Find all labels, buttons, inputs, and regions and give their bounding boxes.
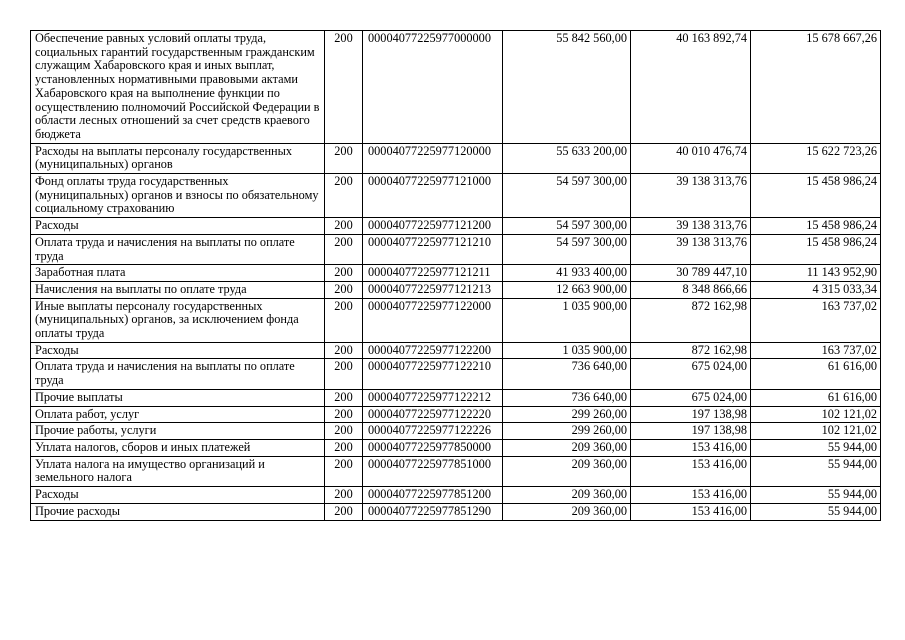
row-approved-amount: 209 360,00 [503, 456, 631, 486]
row-line-code: 200 [325, 423, 363, 440]
row-executed-amount: 153 416,00 [631, 456, 751, 486]
row-line-code: 200 [325, 281, 363, 298]
table-body [31, 31, 881, 521]
table-row [31, 234, 881, 264]
row-name: Фонд оплаты труда государственных (муниципальных) органов и взносы по обязательному социальному страхованию [31, 174, 325, 218]
row-line-code: 200 [325, 406, 363, 423]
row-name: Уплата налогов, сборов и иных платежей [31, 439, 325, 456]
row-budget-code: 00004077225977122200 [363, 342, 503, 359]
row-budget-code: 00004077225977121210 [363, 234, 503, 264]
row-approved-amount: 1 035 900,00 [503, 298, 631, 342]
row-approved-amount: 55 842 560,00 [503, 31, 631, 144]
row-executed-amount: 153 416,00 [631, 439, 751, 456]
row-line-code: 200 [325, 389, 363, 406]
table-row [31, 218, 881, 235]
row-unexecuted-amount: 163 737,02 [751, 298, 881, 342]
row-executed-amount: 39 138 313,76 [631, 218, 751, 235]
row-line-code: 200 [325, 174, 363, 218]
row-executed-amount: 39 138 313,76 [631, 234, 751, 264]
row-budget-code: 00004077225977000000 [363, 31, 503, 144]
row-line-code: 200 [325, 359, 363, 389]
row-executed-amount: 30 789 447,10 [631, 265, 751, 282]
row-budget-code: 00004077225977122212 [363, 389, 503, 406]
row-approved-amount: 209 360,00 [503, 439, 631, 456]
table-row [31, 281, 881, 298]
row-approved-amount: 736 640,00 [503, 389, 631, 406]
row-unexecuted-amount: 61 616,00 [751, 389, 881, 406]
row-budget-code: 00004077225977121200 [363, 218, 503, 235]
table-row [31, 406, 881, 423]
row-line-code: 200 [325, 298, 363, 342]
row-line-code: 200 [325, 218, 363, 235]
row-line-code: 200 [325, 456, 363, 486]
row-budget-code: 00004077225977121213 [363, 281, 503, 298]
row-unexecuted-amount: 15 678 667,26 [751, 31, 881, 144]
table-row [31, 174, 881, 218]
row-unexecuted-amount: 61 616,00 [751, 359, 881, 389]
table-row [31, 265, 881, 282]
row-budget-code: 00004077225977122220 [363, 406, 503, 423]
row-unexecuted-amount: 55 944,00 [751, 487, 881, 504]
row-line-code: 200 [325, 143, 363, 173]
row-approved-amount: 299 260,00 [503, 423, 631, 440]
row-executed-amount: 8 348 866,66 [631, 281, 751, 298]
row-unexecuted-amount: 55 944,00 [751, 439, 881, 456]
row-executed-amount: 675 024,00 [631, 389, 751, 406]
table-row [31, 423, 881, 440]
row-executed-amount: 872 162,98 [631, 342, 751, 359]
row-unexecuted-amount: 102 121,02 [751, 406, 881, 423]
row-budget-code: 00004077225977850000 [363, 439, 503, 456]
row-name: Уплата налога на имущество организаций и земельного налога [31, 456, 325, 486]
row-approved-amount: 55 633 200,00 [503, 143, 631, 173]
row-executed-amount: 153 416,00 [631, 503, 751, 520]
row-unexecuted-amount: 11 143 952,90 [751, 265, 881, 282]
row-line-code: 200 [325, 503, 363, 520]
row-line-code: 200 [325, 265, 363, 282]
row-budget-code: 00004077225977122210 [363, 359, 503, 389]
table-row [31, 456, 881, 486]
table-row [31, 389, 881, 406]
row-line-code: 200 [325, 31, 363, 144]
row-name: Расходы на выплаты персоналу государственных (муниципальных) органов [31, 143, 325, 173]
row-name: Прочие работы, услуги [31, 423, 325, 440]
row-name: Расходы [31, 487, 325, 504]
row-budget-code: 00004077225977122000 [363, 298, 503, 342]
table-row [31, 439, 881, 456]
row-budget-code: 00004077225977121211 [363, 265, 503, 282]
row-unexecuted-amount: 15 458 986,24 [751, 234, 881, 264]
row-budget-code: 00004077225977122226 [363, 423, 503, 440]
row-line-code: 200 [325, 439, 363, 456]
row-approved-amount: 54 597 300,00 [503, 234, 631, 264]
row-approved-amount: 209 360,00 [503, 487, 631, 504]
row-unexecuted-amount: 15 458 986,24 [751, 218, 881, 235]
row-approved-amount: 12 663 900,00 [503, 281, 631, 298]
row-name: Иные выплаты персоналу государственных (муниципальных) органов, за исключением фонда оплаты труда [31, 298, 325, 342]
row-name: Расходы [31, 342, 325, 359]
table-row [31, 359, 881, 389]
table-row [31, 503, 881, 520]
row-name: Оплата работ, услуг [31, 406, 325, 423]
row-name: Оплата труда и начисления на выплаты по оплате труда [31, 234, 325, 264]
row-executed-amount: 39 138 313,76 [631, 174, 751, 218]
table-row [31, 298, 881, 342]
row-unexecuted-amount: 15 622 723,26 [751, 143, 881, 173]
row-executed-amount: 153 416,00 [631, 487, 751, 504]
row-unexecuted-amount: 4 315 033,34 [751, 281, 881, 298]
table-row [31, 342, 881, 359]
row-budget-code: 00004077225977120000 [363, 143, 503, 173]
row-budget-code: 00004077225977851200 [363, 487, 503, 504]
table-row [31, 143, 881, 173]
row-executed-amount: 675 024,00 [631, 359, 751, 389]
row-approved-amount: 54 597 300,00 [503, 174, 631, 218]
row-line-code: 200 [325, 342, 363, 359]
row-executed-amount: 40 163 892,74 [631, 31, 751, 144]
row-name: Начисления на выплаты по оплате труда [31, 281, 325, 298]
row-approved-amount: 1 035 900,00 [503, 342, 631, 359]
row-unexecuted-amount: 163 737,02 [751, 342, 881, 359]
row-approved-amount: 41 933 400,00 [503, 265, 631, 282]
row-unexecuted-amount: 55 944,00 [751, 456, 881, 486]
row-executed-amount: 872 162,98 [631, 298, 751, 342]
row-executed-amount: 197 138,98 [631, 423, 751, 440]
row-unexecuted-amount: 55 944,00 [751, 503, 881, 520]
row-name: Прочие расходы [31, 503, 325, 520]
row-budget-code: 00004077225977121000 [363, 174, 503, 218]
row-unexecuted-amount: 102 121,02 [751, 423, 881, 440]
row-budget-code: 00004077225977851000 [363, 456, 503, 486]
table-row [31, 31, 881, 144]
row-unexecuted-amount: 15 458 986,24 [751, 174, 881, 218]
row-name: Прочие выплаты [31, 389, 325, 406]
table-row [31, 487, 881, 504]
row-name: Расходы [31, 218, 325, 235]
row-line-code: 200 [325, 487, 363, 504]
row-approved-amount: 209 360,00 [503, 503, 631, 520]
budget-execution-table [30, 30, 881, 521]
row-name: Заработная плата [31, 265, 325, 282]
row-name: Обеспечение равных условий оплаты труда, социальных гарантий государственным гражданским служащим Хабаровского края и иных выплат, установленных нормативными правовыми актами Хабаровского края на выполнение функции по осуществлению полномочий Российской Федерации в области лесных отношений за счет средств краевого бюджета [31, 31, 325, 144]
row-name: Оплата труда и начисления на выплаты по оплате труда [31, 359, 325, 389]
row-budget-code: 00004077225977851290 [363, 503, 503, 520]
row-executed-amount: 197 138,98 [631, 406, 751, 423]
row-approved-amount: 54 597 300,00 [503, 218, 631, 235]
row-approved-amount: 736 640,00 [503, 359, 631, 389]
row-approved-amount: 299 260,00 [503, 406, 631, 423]
row-line-code: 200 [325, 234, 363, 264]
row-executed-amount: 40 010 476,74 [631, 143, 751, 173]
